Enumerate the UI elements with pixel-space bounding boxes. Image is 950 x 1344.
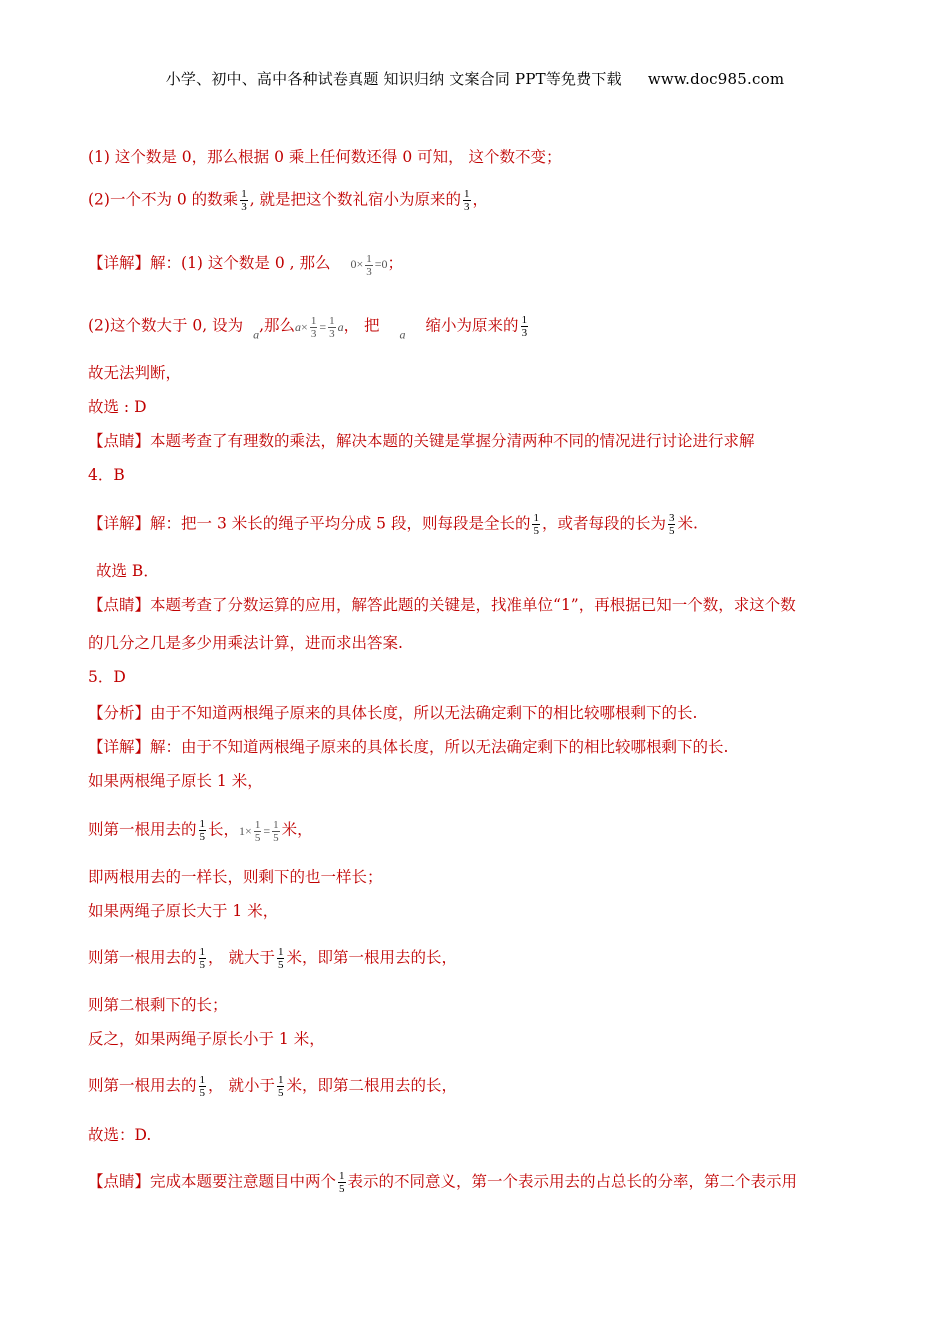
text-line-14 [88, 702, 697, 724]
fraction-one-third: $\frac{1}{3}$ [241, 188, 247, 213]
fraction-three-fifths: $\frac{3}{5}$ [668, 512, 675, 537]
text-segment: 米， [281, 820, 313, 839]
text-segment: 米，即第一根用去的长， [286, 948, 457, 967]
text-line-9 [88, 512, 698, 537]
text-line-12: 的几分之几是多少用乘法计算，进而求出答案. [88, 634, 403, 652]
text-line-25 [88, 1170, 797, 1195]
text-segment: 米. [677, 514, 698, 533]
text-segment: , 就是把这个数礼宿小为原来的 [249, 190, 462, 209]
page-header [0, 68, 950, 89]
text-line-21: 则第二根剩下的长； [88, 996, 228, 1014]
text-line-24: 故选：D. [88, 1126, 152, 1144]
section-tag-detail: 【详解】 [88, 514, 151, 533]
text-segment: 完成本题要注意题目中两个 [150, 1172, 337, 1191]
fraction-one-third: $\frac{1}{3}$ [329, 315, 335, 341]
text-segment: ,那么 [259, 316, 296, 335]
text-line-3 [88, 252, 403, 278]
text-segment: 则第一根用去的 [88, 948, 197, 967]
text-line-23 [88, 1074, 457, 1099]
answer-5: 5．D [88, 668, 126, 686]
text-line-11 [88, 594, 796, 616]
fraction-one-fifth: $\frac{1}{5}$ [339, 1170, 345, 1195]
text-line-6: 故选 : D [88, 398, 147, 416]
text-segment: ， 就小于 [208, 1076, 275, 1095]
section-tag-detail: 【详解】 [88, 738, 151, 756]
section-tag-detail: 【详解】 [88, 254, 151, 272]
section-tag-note: 【点睛】 [88, 1172, 151, 1191]
fraction-one-third: $\frac{1}{3}$ [366, 252, 372, 278]
text-segment: 由于不知道两根绳子原来的具体长度，所以无法确定剩下的相比较哪根剩下的长. [150, 704, 698, 722]
text-segment: ， 就大于 [208, 948, 275, 967]
text-line-4 [88, 314, 530, 346]
fraction-one-third: $\frac{1}{3}$ [310, 315, 317, 341]
text-segment: 长， [208, 820, 240, 839]
text-segment: 解：(1) 这个数是 0 , 那么 [150, 254, 331, 272]
variable-a: a [399, 327, 406, 342]
text-line-19: 如果两绳子原长大于 1 米， [88, 902, 279, 920]
fraction-one-fifth: $\frac{1}{5}$ [277, 1074, 284, 1099]
text-line-16: 如果两根绳子原长 1 米， [88, 772, 263, 790]
text-segment: (2)这个数大于 0, 设为 [88, 316, 244, 335]
variable-a: a [253, 327, 260, 342]
text-segment: 本题考查了有理数的乘法，解决本题的关键是掌握分清两种不同的情况进行讨论进行求解 [150, 432, 755, 450]
text-line-10: 故选 B． [96, 562, 159, 580]
text-segment: (2)一个不为 0 的数乘 [88, 190, 239, 209]
fraction-one-fifth: $\frac{1}{5}$ [199, 1074, 206, 1099]
text-line-22: 反之，如果两绳子原长小于 1 米， [88, 1030, 325, 1048]
text-segment: 缩小为原来的 [425, 316, 519, 335]
header-site-link[interactable]: www.doc985.com [647, 70, 785, 88]
header-title: 小学、初中、高中各种试卷真题 知识归纳 文案合同 PPT等免费下载 [165, 70, 622, 88]
fraction-one-fifth: $\frac{1}{5}$ [533, 512, 539, 537]
text-line-20 [88, 946, 457, 971]
text-segment: ， 把 [343, 316, 380, 335]
text-segment: 米，即第二根用去的长， [286, 1076, 457, 1095]
text-segment: ，或者每段的长为 [541, 514, 666, 533]
section-tag-note: 【点睛】 [88, 432, 151, 450]
section-tag-analysis: 【分析】 [88, 704, 151, 722]
fraction-one-fifth: $\frac{1}{5}$ [273, 819, 279, 845]
text-segment: 表示的不同意义，第一个表示用去的占总长的分率，第二个表示用 [347, 1172, 798, 1191]
text-line-5: 故无法判断， [88, 364, 182, 382]
fraction-one-third: $\frac{1}{3}$ [464, 188, 470, 213]
text-line-17 [88, 818, 313, 844]
fraction-one-third: $\frac{1}{3}$ [521, 314, 528, 339]
fraction-one-fifth: $\frac{1}{5}$ [277, 946, 284, 971]
text-segment: 解：把一 3 米长的绳子平均分成 5 段，则每段是全长的 [150, 514, 531, 533]
text-line-18: 即两根用去的一样长，则剩下的也一样长； [88, 868, 383, 886]
fraction-one-fifth: $\frac{1}{5}$ [254, 819, 261, 845]
math-expression: 1× $\frac{1}{5}$ = $\frac{1}{5}$ [239, 819, 279, 845]
math-expression: a× $\frac{1}{3}$ = $\frac{1}{3}$ a [295, 315, 344, 341]
answer-4: 4．B [88, 466, 125, 484]
text-segment: 则第一根用去的 [88, 1076, 197, 1095]
text-segment: 本题考查了分数运算的应用，解答此题的关键是，找准单位“1”，再根据已知一个数，求这个数 [150, 596, 796, 614]
math-expression: 0× $\frac{1}{3}$ =0 [350, 252, 388, 278]
fraction-one-fifth: $\frac{1}{5}$ [199, 946, 206, 971]
text-segment: 则第一根用去的 [88, 820, 197, 839]
text-line-7 [88, 430, 755, 452]
text-segment: ， [472, 190, 489, 209]
text-line-2 [88, 188, 488, 213]
text-line-1: (1) 这个数是 0，那么根据 0 乘上任何数还得 0 可知， 这个数不变； [88, 148, 562, 166]
text-line-15 [88, 736, 728, 758]
section-tag-note: 【点睛】 [88, 596, 151, 614]
fraction-one-fifth: $\frac{1}{5}$ [199, 818, 206, 843]
text-segment: ； [387, 254, 404, 272]
text-segment: 解：由于不知道两根绳子原来的具体长度，所以无法确定剩下的相比较哪根剩下的长. [150, 738, 729, 756]
